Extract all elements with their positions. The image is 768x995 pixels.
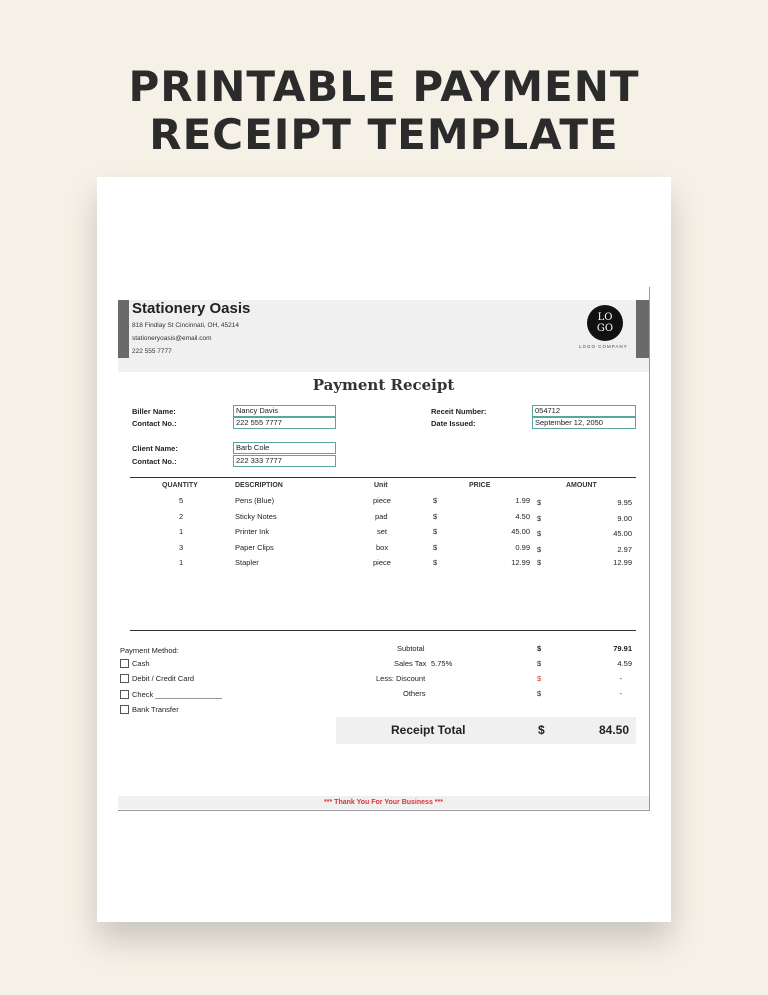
row-unit: box: [376, 543, 389, 552]
checkbox[interactable]: [120, 705, 129, 714]
receipt-total-label: Receipt Total: [391, 723, 466, 737]
receipt: [118, 287, 650, 811]
row-amount: 9.95: [617, 498, 632, 507]
checkbox[interactable]: [120, 659, 129, 668]
client-name-field[interactable]: Barb Cole: [233, 442, 336, 454]
col-description: DESCRIPTION: [235, 482, 283, 489]
receipt-total-currency: $: [538, 723, 545, 737]
subtotal-value: 79.91: [613, 644, 632, 653]
payment-option-label: Debit / Credit Card: [132, 674, 195, 683]
receipt-number-label: Receit Number:: [431, 407, 487, 416]
company-name: Stationery Oasis: [132, 300, 251, 317]
others-label: Others: [403, 689, 426, 698]
row-price: 0.99: [515, 543, 530, 552]
receipt-number-field[interactable]: 054712: [532, 405, 636, 417]
row-price: 45.00: [511, 527, 530, 536]
biller-name-label: Biller Name:: [132, 407, 176, 416]
biller-contact-label: Contact No.:: [132, 419, 177, 428]
payment-option-label: Check ________________: [132, 690, 223, 699]
company-logo: [587, 305, 623, 341]
row-qty: 1: [179, 558, 184, 567]
row-desc: Stapler: [235, 558, 259, 567]
col-price: PRICE: [469, 482, 491, 489]
client-contact-label: Contact No.:: [132, 457, 177, 466]
payment-method-label: Payment Method:: [120, 646, 179, 655]
company-phone: 222 555 7777: [132, 348, 172, 355]
row-price-currency: $: [433, 496, 438, 505]
row-price: 4.50: [515, 512, 530, 521]
header-accent-right: [636, 300, 649, 358]
table-bottom-rule: [130, 630, 636, 631]
sales-tax-value: 4.59: [617, 659, 632, 668]
discount-label: Less: Discount: [376, 674, 426, 683]
heading-line-1: PRINTABLE PAYMENT: [128, 62, 640, 111]
logo-text-top: LO: [597, 312, 613, 323]
row-amount: 45.00: [613, 529, 632, 538]
receipt-header: [118, 300, 649, 372]
others-value: -: [619, 689, 622, 698]
sales-tax-rate: 5.75%: [431, 659, 453, 668]
sales-tax-label: Sales Tax: [394, 659, 427, 668]
col-quantity: QUANTITY: [162, 482, 198, 489]
subtotal-currency: $: [537, 644, 542, 653]
row-unit: set: [377, 527, 388, 536]
col-unit: Unit: [374, 482, 388, 489]
thank-you-footer: *** Thank You For Your Business ***: [118, 796, 649, 809]
row-amount: 9.00: [617, 514, 632, 523]
discount-currency: $: [537, 674, 542, 683]
sales-tax-currency: $: [537, 659, 542, 668]
row-price-currency: $: [433, 543, 438, 552]
row-unit: pad: [375, 512, 388, 521]
row-price-currency: $: [433, 512, 438, 521]
row-qty: 1: [179, 527, 184, 536]
subtotal-label: Subtotal: [397, 644, 425, 653]
header-accent-left: [118, 300, 129, 358]
row-unit: piece: [373, 558, 391, 567]
row-qty: 2: [179, 512, 184, 521]
row-amount-currency: $: [537, 558, 542, 567]
discount-value: -: [619, 674, 622, 683]
row-price: 1.99: [515, 496, 530, 505]
col-amount: AMOUNT: [566, 482, 597, 489]
heading-line-2: RECEIPT TEMPLATE: [149, 110, 619, 159]
row-desc: Paper Clips: [235, 543, 274, 552]
row-amount-currency: $: [537, 498, 542, 507]
checkbox[interactable]: [120, 674, 129, 683]
row-desc: Printer Ink: [235, 527, 270, 536]
row-qty: 3: [179, 543, 184, 552]
row-unit: piece: [373, 496, 391, 505]
row-amount: 12.99: [613, 558, 632, 567]
row-amount-currency: $: [537, 545, 542, 554]
others-currency: $: [537, 689, 542, 698]
payment-option-label: Cash: [132, 659, 150, 668]
row-desc: Pens (Blue): [235, 496, 275, 505]
company-email: stationeryoasis@email.com: [132, 335, 212, 342]
row-amount-currency: $: [537, 529, 542, 538]
row-price-currency: $: [433, 527, 438, 536]
client-contact-field[interactable]: 222 333 7777: [233, 455, 336, 467]
row-price-currency: $: [433, 558, 438, 567]
biller-name-field[interactable]: Nancy Davis: [233, 405, 336, 417]
receipt-total-bar: [336, 717, 636, 744]
date-issued-label: Date Issued:: [431, 419, 476, 428]
checkbox[interactable]: [120, 690, 129, 699]
logo-caption: LOGO COMPANY: [579, 344, 628, 349]
client-name-label: Client Name:: [132, 444, 178, 453]
table-top-rule: [130, 477, 636, 478]
payment-option-label: Bank Transfer: [132, 705, 179, 714]
company-address: 818 Findlay St Cincinnati, OH, 45214: [132, 322, 239, 329]
row-amount-currency: $: [537, 514, 542, 523]
logo-text-bottom: GO: [596, 323, 614, 334]
row-desc: Sticky Notes: [235, 512, 277, 521]
receipt-title: Payment Receipt: [312, 376, 455, 394]
receipt-total-value: 84.50: [598, 723, 629, 737]
row-qty: 5: [179, 496, 184, 505]
row-amount: 2.97: [617, 545, 632, 554]
date-issued-field[interactable]: September 12, 2050: [532, 417, 636, 429]
biller-contact-field[interactable]: 222 555 7777: [233, 417, 336, 429]
row-price: 12.99: [511, 558, 530, 567]
